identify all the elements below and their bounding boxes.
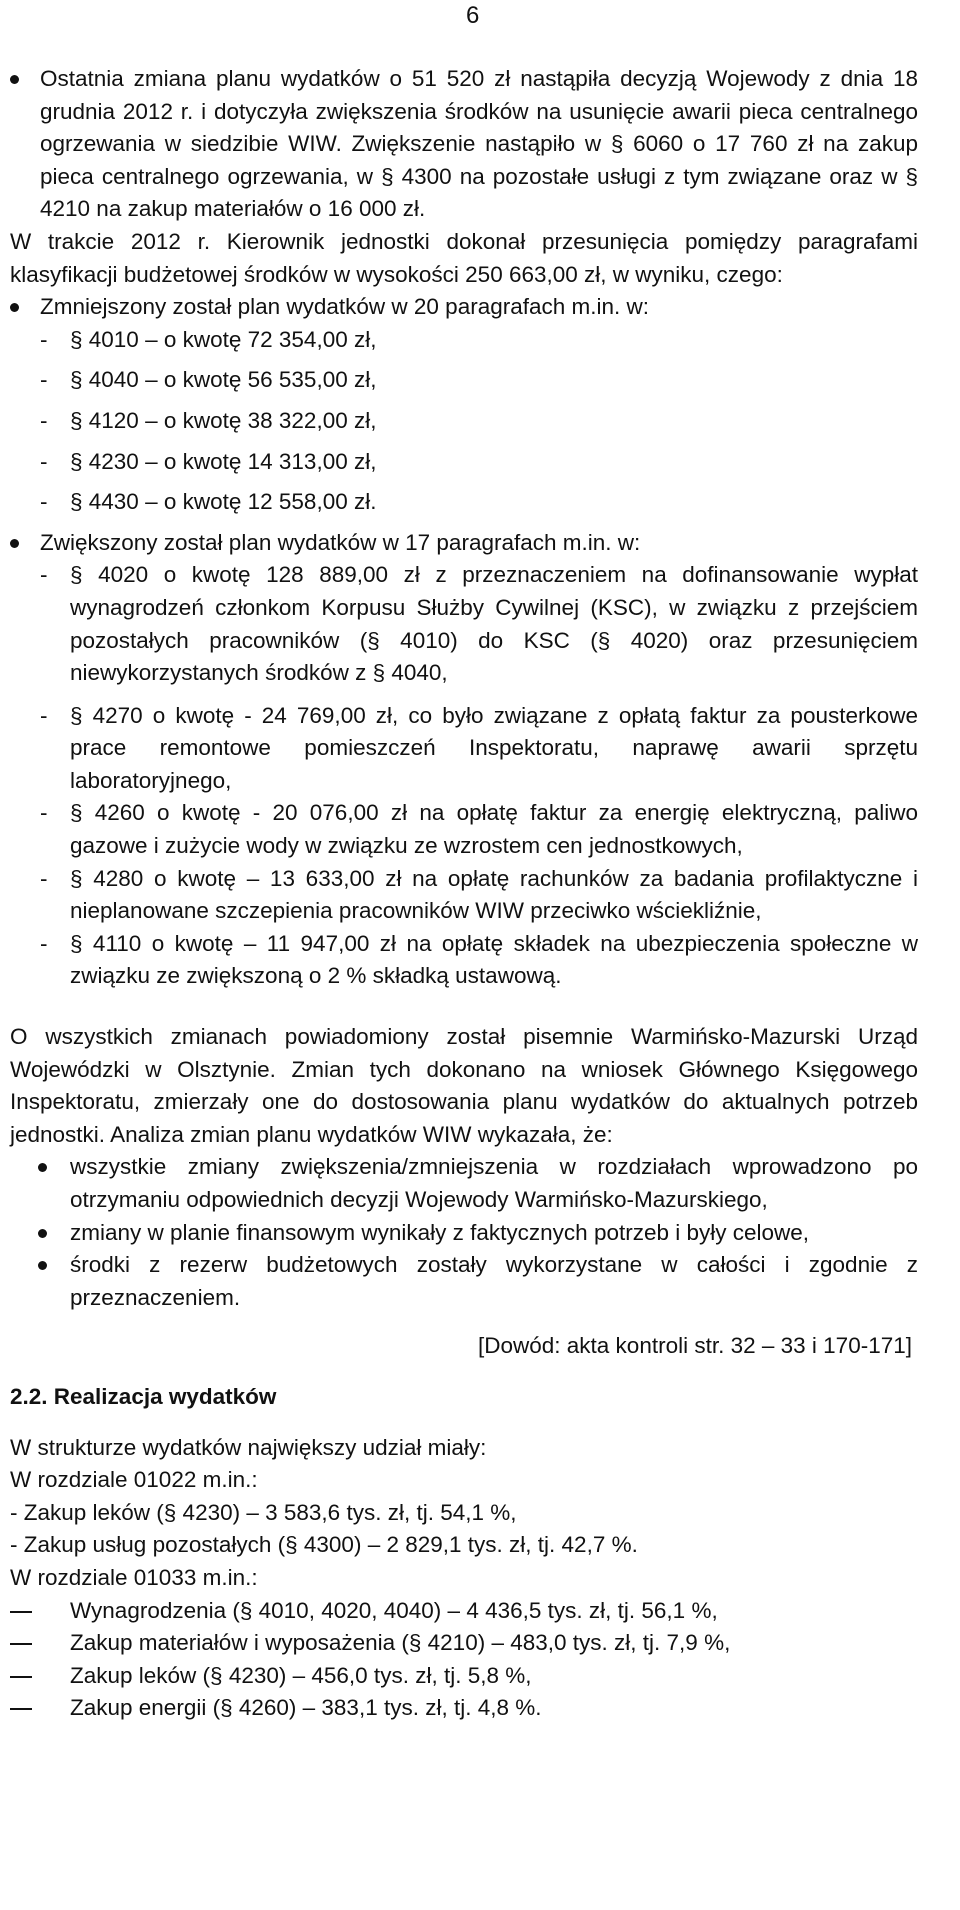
decreased-item: - § 4040 – o kwotę 56 535,00 zł, — [40, 367, 377, 393]
increased-item: - § 4020 o kwotę 128 889,00 zł z przeznaczeniem na dofinansowanie wypłat wynagrodzeń członkom Korpusu Służby Cywilnej (KSC), w związku z przejściem pozostałych pracowników (§ 4010) do KSC (§ 4020) oraz przesunięciem niewykorzystanych środków z § 4040, — [40, 562, 918, 686]
chapter-item: Zakup energii (§ 4260) – 383,1 tys. zł, tj. 4,8 %. — [0, 1692, 960, 1725]
dash-icon — [10, 1611, 32, 1613]
decreased-intro: Zmniejszony został plan wydatków w 20 paragrafach m.in. w: — [0, 291, 960, 324]
chapter-item: Zakup leków (§ 4230) – 456,0 tys. zł, tj. 5,8 %, — [0, 1660, 960, 1693]
bullet-icon — [10, 75, 19, 84]
decreased-item: - § 4430 – o kwotę 12 558,00 zł. — [40, 489, 377, 515]
chapter-item: - Zakup usług pozostałych (§ 4300) – 2 829,1 tys. zł, tj. 42,7 %. — [10, 1532, 638, 1558]
bullet-paragraph-plan-change: Ostatnia zmiana planu wydatków o 51 520 zł nastąpiła decyzją Wojewody z dnia 18 grudnia 2012 r. i dotyczyła zwiększenia środków na usunięcie awarii pieca centralnego ogrzewania w siedzibie WIW. Zwiększenie nastąpiło w § 6060 o 17 760 zł na zakup pieca centralnego ogrzewania, w § 4300 na pozostałe usługi z tym związane oraz w § 4210 na zakup materiałów o 16 000 zł. — [0, 63, 960, 226]
dash-icon — [10, 1643, 32, 1645]
bullet-icon — [10, 303, 19, 312]
chapter-heading: W rozdziale 01022 m.in.: — [10, 1467, 258, 1493]
chapter-item: Wynagrodzenia (§ 4010, 4020, 4040) – 4 436,5 tys. zł, tj. 56,1 %, — [0, 1595, 960, 1628]
increased-item: - § 4280 o kwotę – 13 633,00 zł na opłatę rachunków za badania profilaktyczne i nieplanowane szczepienia pracowników WIW przeciwko wściekliźnie, — [40, 865, 918, 924]
analysis-item: środki z rezerw budżetowych zostały wykorzystane w całości i zgodnie z przeznaczeniem. — [0, 1249, 960, 1314]
bullet-icon — [10, 539, 19, 548]
page-number: 6 — [466, 2, 480, 29]
decreased-item: - § 4120 – o kwotę 38 322,00 zł, — [40, 407, 377, 433]
chapter-heading: W rozdziale 01033 m.in.: — [10, 1564, 258, 1590]
chapter-item: - Zakup leków (§ 4230) – 3 583,6 tys. zł, tj. 54,1 %, — [10, 1499, 517, 1525]
analysis-item: wszystkie zmiany zwiększenia/zmniejszenia w rozdziałach wprowadzono po otrzymaniu odpowiednich decyzji Wojewody Warmińsko-Mazurskiego, — [0, 1151, 960, 1216]
chapter-item: Zakup materiałów i wyposażenia (§ 4210) – 483,0 tys. zł, tj. 7,9 %, — [0, 1627, 960, 1660]
increased-item: - § 4260 o kwotę - 20 076,00 zł na opłatę faktur za energię elektryczną, paliwo gazowe i zużycie wody w związku ze wzrostem cen jednostkowych, — [40, 800, 918, 859]
dash-icon — [10, 1708, 32, 1710]
evidence-reference: [Dowód: akta kontroli str. 32 – 33 i 170-171] — [477, 1333, 912, 1359]
paragraph-notification: O wszystkich zmianach powiadomiony został pisemnie Warmińsko-Mazurski Urząd Wojewódzki w Olsztynie. Zmian tych dokonano na wniosek Głównego Księgowego Inspektoratu, zmierzały one do dostosowania planu wydatków do aktualnych potrzeb jednostki. Analiza zmian planu wydatków WIW wykazała, że: — [10, 1024, 918, 1147]
bullet-icon — [38, 1261, 47, 1270]
dash-icon — [10, 1676, 32, 1678]
bullet-icon — [38, 1229, 47, 1238]
increased-intro: Zwiększony został plan wydatków w 17 paragrafach m.in. w: — [0, 527, 960, 560]
paragraph-transfers: W trakcie 2012 r. Kierownik jednostki dokonał przesunięcia pomiędzy paragrafami klasyfikacji budżetowej środków w wysokości 250 663,00 zł, w wyniku, czego: — [10, 228, 918, 287]
decreased-item: - § 4230 – o kwotę 14 313,00 zł, — [40, 448, 377, 474]
increased-item: - § 4110 o kwotę – 11 947,00 zł na opłatę składek na ubezpieczenia społeczne w związku ze zwiększoną o 2 % składką ustawową. — [40, 930, 918, 989]
structure-intro: W strukturze wydatków największy udział miały: — [10, 1434, 487, 1460]
decreased-item: - § 4010 – o kwotę 72 354,00 zł, — [40, 326, 377, 352]
bullet-icon — [38, 1163, 47, 1172]
section-heading: 2.2. Realizacja wydatków — [10, 1383, 277, 1409]
document-body — [0, 63, 960, 1725]
increased-item: - § 4270 o kwotę - 24 769,00 zł, co było związane z opłatą faktur za pousterkowe prace remontowe pomieszczeń Inspektoratu, naprawę awarii sprzętu laboratoryjnego, — [40, 702, 918, 793]
analysis-item: zmiany w planie finansowym wynikały z faktycznych potrzeb i były celowe, — [0, 1217, 960, 1250]
